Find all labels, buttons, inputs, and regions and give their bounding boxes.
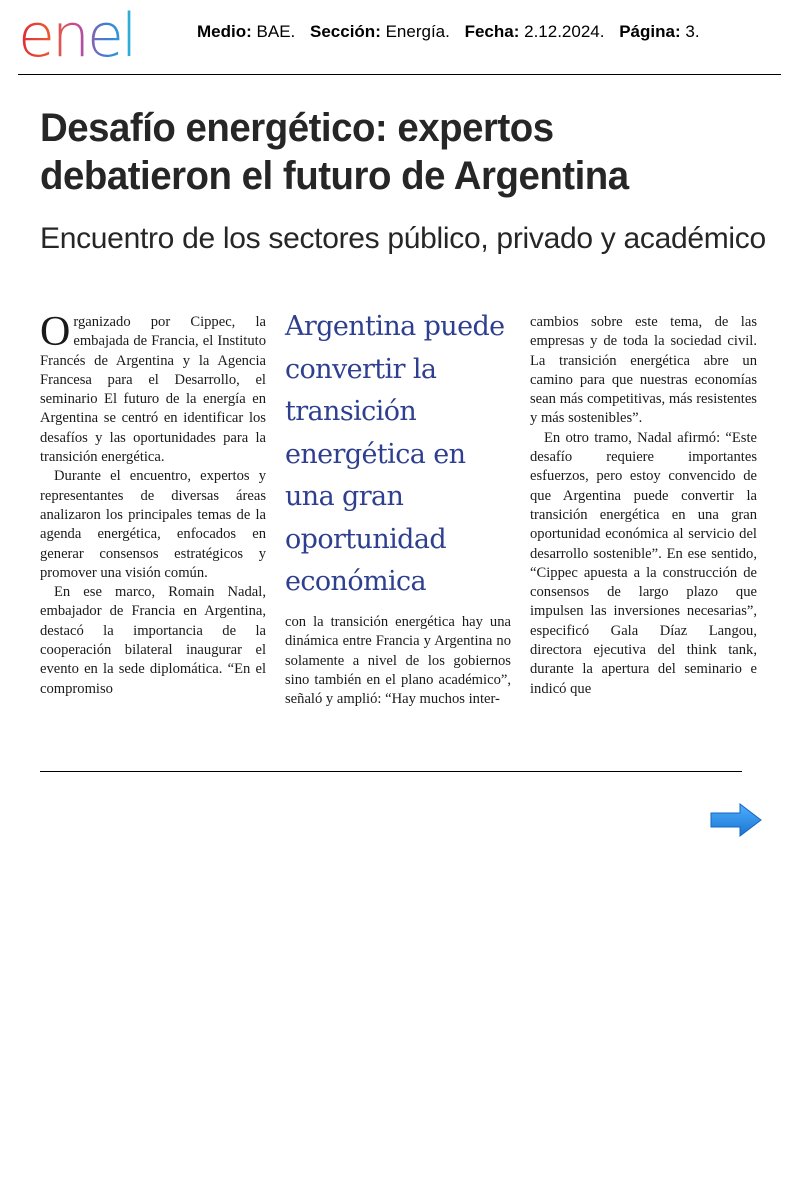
paragraph-3: En ese marco, Romain Nadal, embajador de Francia en Argentina, destacó la importancia de la cooperación bilateral inaugurar el evento en la sede diplomática. “En el compromiso — [40, 584, 266, 697]
paragraph-1 — [40, 309, 266, 467]
pagina-value: 3. — [685, 22, 700, 41]
fecha-label: Fecha: — [464, 22, 520, 41]
drop-cap: O — [40, 309, 71, 355]
seccion-label: Sección: — [310, 22, 381, 41]
fecha-value: 2.12.2024. — [524, 22, 605, 41]
article-column-2 — [285, 613, 511, 709]
header-divider — [18, 74, 781, 75]
article-headline: Desafío energético: expertos debatieron el futuro de Argentina — [40, 106, 629, 198]
paragraph-4: con la transición energética hay una dinámica entre Francia y Argentina no solamente a nivel de los gobiernos sino también en el plano académico”, señaló y amplió: “Hay muchos inter- — [285, 614, 511, 708]
medio-value: BAE. — [256, 22, 296, 41]
article-subhead: Encuentro de los sectores público, privado y académico — [40, 222, 766, 255]
paragraph-2: Durante el encuentro, expertos y representantes de diversas áreas analizaron los principales temas de la agenda energética, enfocados en generar consensos estratégicos y promover una visión común. — [40, 468, 266, 581]
pagina-label: Página: — [619, 22, 681, 41]
paragraph-1-text: rganizado por Cippec, la embajada de Francia, el Instituto Francés de Argentina y la Agencia Francesa para el Desarrollo, el seminario El futuro de la energía en Argentina se centró en identificar los desafíos y las oportunidades para la transición energética. — [40, 314, 266, 466]
medio-label: Medio: — [197, 22, 252, 41]
article-column-1 — [40, 309, 266, 699]
paragraph-5: cambios sobre este tema, de las empresas y de toda la sociedad civil. La transición energética abre un camino para que nuestras economías sean más competitivas, más resistentes y más sostenibles”. — [530, 314, 757, 427]
right-arrow-icon[interactable] — [710, 803, 762, 837]
clipping-header — [0, 0, 800, 76]
pull-quote: Argentina puede convertir la transición energética en una gran oportunidad económica — [285, 311, 505, 597]
paragraph-6: En otro tramo, Nadal afirmó: “Este desafío requiere importantes esfuerzos, pero estoy convencido de que Argentina puede convertir la transición energética en una gran oportunidad económica al servicio del desarrollo sostenible”. En ese sentido, “Cippec apuesta a la construcción de consensos de largo plazo que impulsen las inversiones necesarias”, especificó Gala Díaz Langou, directora ejecutiva del think tank, durante la apertura del seminario e indicó que — [530, 429, 757, 697]
enel-logo: enel — [18, 1, 135, 71]
article-column-3 — [530, 313, 757, 699]
footer-divider — [40, 771, 742, 772]
clipping-meta — [197, 22, 700, 42]
seccion-value: Energía. — [385, 22, 450, 41]
